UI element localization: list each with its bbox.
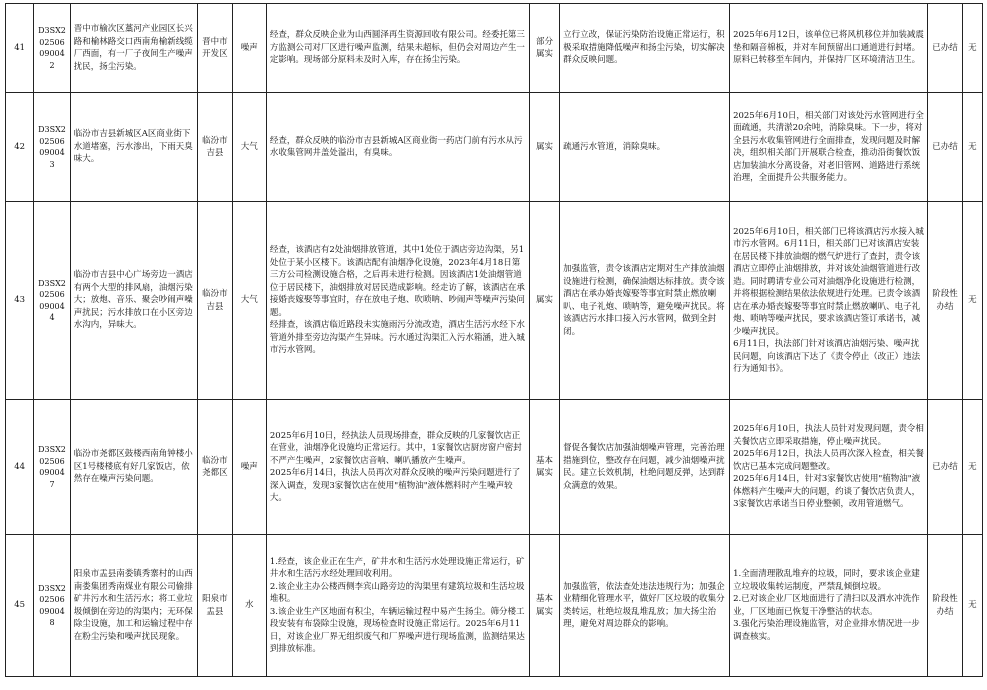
- table-row: [6, 93, 983, 202]
- complaint-content: 临汾市吉县新城区A区商业街下水道堵塞，污水渗出，下雨天臭味大。: [70, 93, 197, 202]
- accountability-status: 无: [962, 4, 982, 93]
- verification-result: 属实: [529, 202, 559, 400]
- paragraph: 2.该企业主办公楼西侧李宾山路旁边的沟渠里有建筑垃圾和生活垃圾堆积。: [269, 581, 525, 604]
- accountability-status: 无: [962, 202, 982, 400]
- paragraph: 2025年6月14日，针对3家餐饮店使用"植物油"液体燃料产生噪声大的问题，约谈了餐饮店负责人，3家餐饮店承诺当日停业整顿，改用管道燃气。: [733, 474, 921, 510]
- row-index: 41: [6, 4, 34, 93]
- handling-measures: 疏通污水管道，消除臭味。: [560, 93, 730, 202]
- complaint-content: 临汾市尧都区鼓楼西南角钟楼小区1号楼楼底有好几家饭店，依然存在噪声污染问题。: [70, 400, 197, 535]
- case-code: D3SX202506090048: [34, 535, 70, 677]
- paragraph: 经查，该酒店有2处油烟排放管道，其中1处位于酒店旁边沟渠，另1处位于某小区楼下。该酒店配有油烟净化设施，2023年4月18日第三方公司检测设施合格，之后再未进行检测。因该酒店1处油烟管道位于居民楼下，油烟排放对居民造成影响。经走访了解，该酒店在承接婚丧嫁娶等事宜时，存在放电子炮、吹唢呐、吵闹声等噪声污染问题。: [269, 245, 525, 318]
- row-index: 42: [6, 93, 34, 202]
- administrative-district: 晋中市开发区: [198, 4, 232, 93]
- administrative-district: 临汾市吉县: [198, 93, 232, 202]
- paragraph: 2025年6月10日，相关部门已将该酒店污水接入城市污水管网。6月11日，相关部门已对该酒店安装在居民楼下排放油烟的燃气炉进行了查封，责令该酒店立即停止油烟排放，并对该处油烟管道进行改造。同时聘请专业公司对油烟净化设施进行检测，并将根据检测结果依法依规进行处理。已责令该酒店在承办婚丧嫁娶等事宜时禁止燃放喇叭、电子礼炮、唢呐等噪声扰民，要求该酒店签订承诺书，减少噪声扰民。: [733, 226, 924, 337]
- administrative-district: 临汾市尧都区: [198, 400, 232, 535]
- rectification-progress: 2025年6月12日，该单位已将风机移位并加装减震垫和隔音棉板，并对车间预留出口通道进行封堵。原料已转移至车间内，并保持厂区环境清洁卫生。: [730, 4, 928, 93]
- paragraph: 2025年6月12日，执法人员再次深入检查，相关餐饮店已基本完成问题整改。: [733, 449, 924, 472]
- paragraph: 2025年6月14日，执法人员再次对群众反映的噪声污染问题进行了深入调查，发现3家餐饮店在使用"植物油"液体燃料时产生噪声较大。: [269, 468, 521, 503]
- investigation-findings: [266, 400, 529, 535]
- row-index: 43: [6, 202, 34, 400]
- table-row: [6, 4, 983, 93]
- table-row: [6, 202, 983, 400]
- pollution-type: 水: [232, 535, 266, 677]
- rectification-progress: [730, 202, 928, 400]
- paragraph: 3.该企业生产区地面有积尘，车辆运输过程中易产生扬尘。筛分楼工段安装有布袋除尘设施，现场检查时设施正常运行。2025年6月11日，对该企业厂界无组织废气和厂界噪声进行现场监测，监测结果达到排放标准。: [269, 606, 525, 654]
- investigation-findings: 经查，群众反映的临汾市吉县新城A区商业街一药店门前有污水从污水收集管网井盖处溢出，有臭味。: [266, 93, 529, 202]
- handling-measures: 加强监管，责令该酒店定期对生产排放油烟设施进行检测，确保油烟达标排放。责令该酒店在承办婚丧嫁娶等事宜时禁止燃放喇叭、电子礼炮、唢呐等，避免噪声扰民。将该酒店污水排口接入污水管网，做到全封闭。: [560, 202, 730, 400]
- completion-status: 阶段性办结: [928, 535, 962, 677]
- verification-result: 基本属实: [529, 400, 559, 535]
- verification-result: 部分属实: [529, 4, 559, 93]
- investigation-findings: [266, 202, 529, 400]
- case-code: D3SX202506090043: [34, 93, 70, 202]
- accountability-status: 无: [962, 93, 982, 202]
- completion-status: 已办结: [928, 4, 962, 93]
- case-code: D3SX202506090044: [34, 202, 70, 400]
- rectification-progress: [730, 535, 928, 677]
- table-row: [6, 400, 983, 535]
- case-code: D3SX202506090042: [34, 4, 70, 93]
- pollution-type: 噪声: [232, 400, 266, 535]
- paragraph: 经排查，该酒店临近路段未实施雨污分流改造，酒店生活污水经下水管道外排至旁边沟渠产生异味。污水通过沟渠汇入污水箱涵，进入城市污水管网。: [269, 320, 525, 356]
- row-index: 44: [6, 400, 34, 535]
- pollution-type: 大气: [232, 93, 266, 202]
- completion-status: 阶段性办结: [928, 202, 962, 400]
- paragraph: 1.经查，该企业正在生产，矿井水和生活污水处理设施正常运行，矿井水和生活污水经处理回收利用。: [269, 556, 525, 579]
- administrative-district: 临汾市吉县: [198, 202, 232, 400]
- accountability-status: 无: [962, 535, 982, 677]
- paragraph: 6月11日，执法部门针对该酒店油烟污染、噪声扰民问题，向该酒店下达了《责令停止（改正）违法行为通知书》。: [733, 339, 921, 374]
- complaint-content: 阳泉市盂县南娄镇秀寨村的山西南娄集团秀南煤业有限公司偷排矿井污水和生活污水；将工业垃圾倾倒在旁边的沟渠内；无环保除尘设施，加工和运输过程中存在粉尘污染和噪声扰民现象。: [70, 535, 197, 677]
- complaint-content: 临汾市吉县中心广场旁边一酒店有两个大型的排风扇，油烟污染大；放炮、音乐、聚会吵闹声噪声扰民；污水排放口在小区旁边水沟内，异味大。: [70, 202, 197, 400]
- case-code: D3SX202506090047: [34, 400, 70, 535]
- paragraph: 1.全面清理散乱堆弃的垃圾，同时，要求该企业建立垃圾收集转运制度，严禁乱倾倒垃圾。: [733, 569, 920, 592]
- complaint-content: 晋中市榆次区藁河产业园区长兴路和榆林路交口西南角榆新线缆厂西面，有一厂子夜间生产噪声扰民，扬尘污染。: [70, 4, 197, 93]
- pollution-type: 大气: [232, 202, 266, 400]
- paragraph: 2.已对该企业厂区地面进行了清扫以及洒水冲洗作业，厂区地面已恢复干净整洁的状态。: [733, 594, 920, 617]
- paragraph: 3.强化污染治理设施监管，对企业排水情况进一步调查核实。: [733, 619, 920, 642]
- verification-result: 基本属实: [529, 535, 559, 677]
- verification-result: 属实: [529, 93, 559, 202]
- completion-status: 已办结: [928, 400, 962, 535]
- completion-status: 已办结: [928, 93, 962, 202]
- paragraph: 2025年6月10日，经执法人员现场排查，群众反映的几家餐饮店正在营业，油烟净化设施均正常运行。其中，1家餐饮店厨房窗户密封不严产生噪声，2家餐饮店音响、喇叭播放产生噪声。: [269, 430, 522, 466]
- pollution-type: 噪声: [232, 4, 266, 93]
- table-row: [6, 535, 983, 677]
- investigation-findings: [266, 535, 529, 677]
- handling-measures: 立行立改，保证污染防治设施正常运行，积极采取措施降低噪声和扬尘污染，切实解决群众反映问题。: [560, 4, 730, 93]
- row-index: 45: [6, 535, 34, 677]
- investigation-findings: 经查，群众反映企业为山西圆泽再生资源回收有限公司。经委托第三方监测公司对厂区进行噪声监测，结果未超标，但仍会对周边产生一定影响。现场部分原料未及时入库，存在扬尘污染。: [266, 4, 529, 93]
- administrative-district: 阳泉市盂县: [198, 535, 232, 677]
- accountability-status: 无: [962, 400, 982, 535]
- handling-measures: 加强监管，依法查处违法违规行为；加强企业精细化管理水平，做好厂区垃圾的收集分类转运，杜绝垃圾乱堆乱放；加大扬尘治理，避免对周边群众的影响。: [560, 535, 730, 677]
- rectification-progress: [730, 400, 928, 535]
- paragraph: 2025年6月10日，执法人员针对发现问题，责令相关餐饮店立即采取措施，停止噪声扰民。: [733, 424, 924, 447]
- rectification-progress: 2025年6月10日，相关部门对该处污水管网进行全面疏通，共清淤20余吨，消除臭味。下一步，将对全县污水收集管网进行全面排查，发现问题及时解决，组织相关部门开展联合检查，推动沿街餐饮饭店加装油水分离设备，对老旧管网、道路进行系统治理，全面提升公共服务能力。: [730, 93, 928, 202]
- handling-measures: 督促各餐饮店加强油烟噪声管理，完善治理措施到位，整改存在问题，减少油烟噪声扰民。建立长效机制，杜绝问题反弹，达到群众满意的效果。: [560, 400, 730, 535]
- complaint-table: [5, 3, 983, 677]
